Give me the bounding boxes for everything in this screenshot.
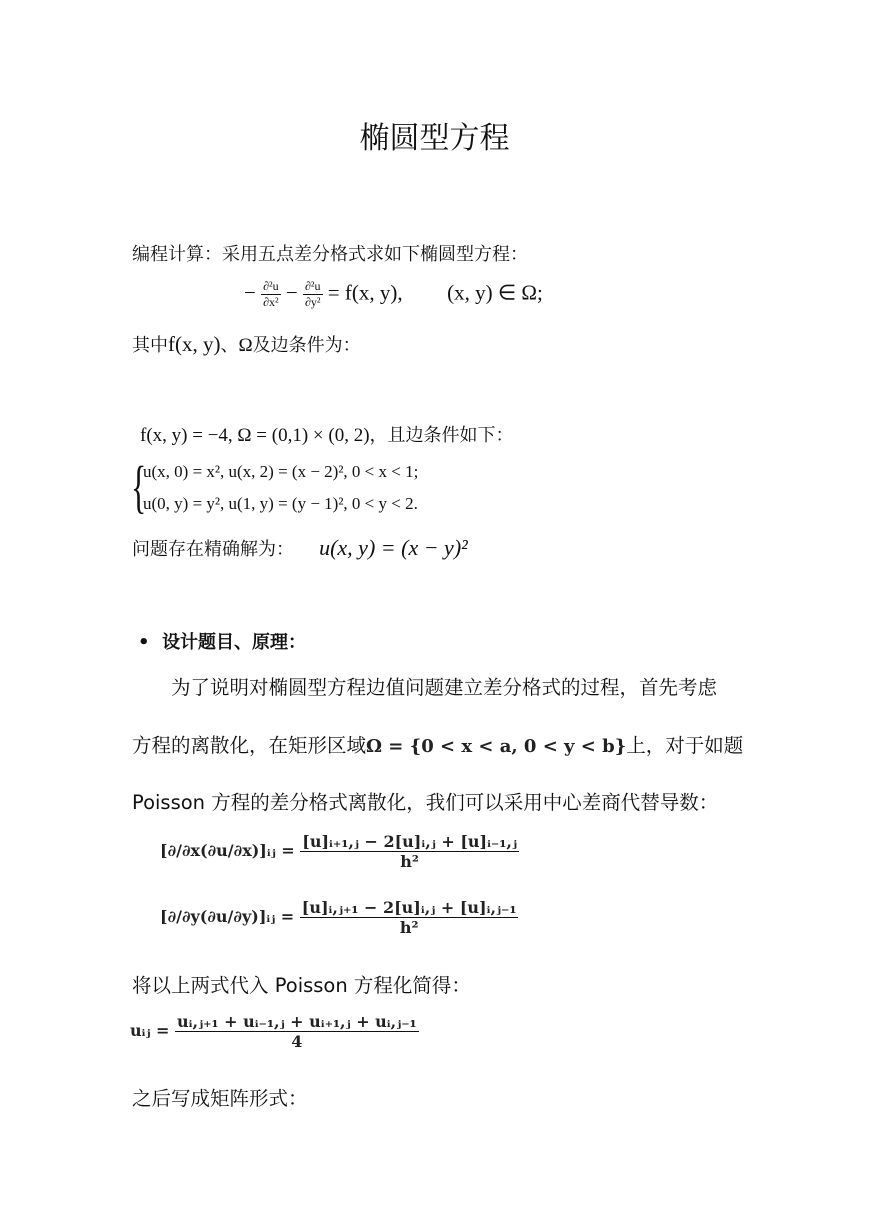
text: ，且边条件如下：	[369, 425, 514, 446]
difference-fraction	[300, 898, 519, 937]
text: 及边条件为：	[252, 335, 361, 356]
section-heading	[138, 628, 306, 654]
omega-symbol: Ω	[238, 335, 253, 356]
page-title: 椭圆型方程	[359, 121, 510, 156]
text: 方程的离散化，在矩形区域	[132, 734, 367, 757]
boundary-condition-2: u(0, y) = y², u(1, y) = (y − 1)², 0 < y < 2.	[143, 494, 418, 513]
poisson-equation	[244, 279, 543, 310]
intro-line: 编程计算：采用五点差分格式求如下椭圆型方程：	[132, 244, 528, 265]
second-derivative-y	[303, 279, 323, 310]
difference-equation-y	[160, 898, 518, 937]
paragraph-line: Poisson 方程的差分格式离散化，我们可以采用中心差商代替导数：	[132, 791, 719, 814]
minus-sign: −	[244, 280, 256, 305]
brace-icon: {	[131, 454, 147, 519]
f-definition-line	[140, 421, 514, 447]
heading-text: 设计题目、原理：	[162, 632, 307, 653]
equation-lhs: uᵢⱼ =	[130, 1021, 170, 1040]
paragraph-line	[132, 730, 743, 758]
frac-numerator: ∂²u	[304, 279, 321, 293]
frac-denominator: ∂x²	[263, 295, 279, 309]
frac-numerator: [u]ᵢ,ⱼ₊₁ − 2[u]ᵢ,ⱼ + [u]ᵢ,ⱼ₋₁	[301, 898, 517, 917]
second-derivative-x	[261, 279, 281, 310]
paragraph-line: 为了说明对椭圆型方程边值问题建立差分格式的过程，首先考虑	[171, 676, 718, 699]
text: 问题存在精确解为：	[132, 539, 294, 560]
five-point-formula	[130, 1012, 419, 1051]
text: 上，对于如题	[626, 734, 744, 757]
boundary-intro-line	[132, 331, 361, 357]
text: 、	[220, 335, 239, 356]
frac-numerator: [u]ᵢ₊₁,ⱼ − 2[u]ᵢ,ⱼ + [u]ᵢ₋₁,ⱼ	[302, 832, 517, 851]
equation-rhs: = f(x, y),	[327, 280, 403, 305]
paragraph-line: 将以上两式代入 Poisson 方程化简得：	[132, 974, 471, 997]
equation-lhs: [∂/∂y(∂u/∂y)]ᵢⱼ =	[160, 907, 295, 926]
frac-numerator: uᵢ,ⱼ₊₁ + uᵢ₋₁,ⱼ + uᵢ₊₁,ⱼ + uᵢ,ⱼ₋₁	[177, 1012, 417, 1031]
exact-solution: u(x, y) = (x − y)²	[319, 535, 468, 560]
equation-domain: (x, y) ∈ Ω;	[447, 280, 543, 305]
difference-fraction	[300, 832, 519, 871]
frac-denominator: h²	[400, 852, 419, 871]
exact-solution-line	[132, 535, 468, 561]
difference-equation-x	[160, 832, 519, 871]
function-symbol: f(x, y)	[168, 332, 221, 356]
frac-numerator: ∂²u	[263, 279, 279, 293]
bullet-icon: •	[138, 632, 150, 653]
region-math: Ω = {0 < x < a, 0 < y < b}	[366, 736, 627, 757]
equation-lhs: [∂/∂x(∂u/∂x)]ᵢⱼ =	[160, 841, 295, 860]
frac-denominator: 4	[291, 1032, 303, 1051]
frac-denominator: ∂y²	[304, 295, 321, 309]
minus-sign: −	[285, 280, 298, 305]
f-definition: f(x, y) = −4, Ω = (0,1) × (0, 2)	[140, 425, 370, 446]
average-fraction	[175, 1012, 419, 1051]
boundary-condition-1: u(x, 0) = x², u(x, 2) = (x − 2)², 0 < x < 1;	[143, 462, 419, 481]
paragraph-line: 之后写成矩阵形式：	[132, 1087, 308, 1110]
text: 其中	[132, 335, 168, 356]
frac-denominator: h²	[399, 918, 419, 937]
